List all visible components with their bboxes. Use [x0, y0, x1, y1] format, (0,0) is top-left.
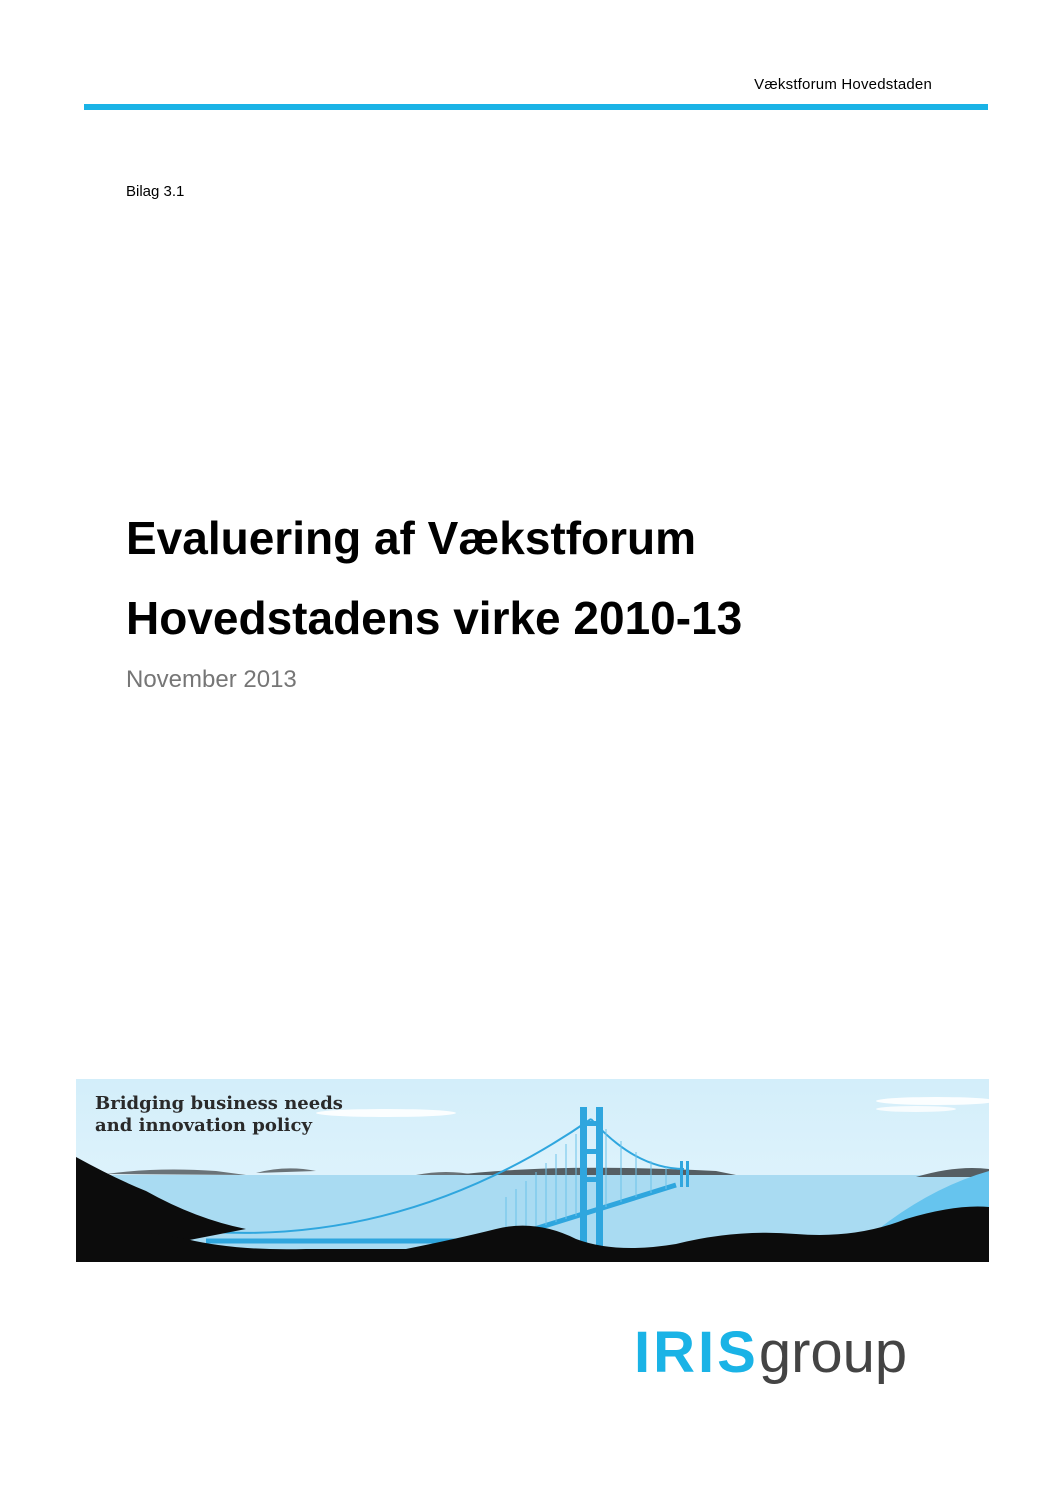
- header-rule: [84, 104, 988, 110]
- header-org-name: Vækstforum Hovedstaden: [754, 76, 932, 93]
- tagline-line-2: and innovation policy: [95, 1115, 312, 1136]
- title-line-1: Evaluering af Vækstforum: [126, 512, 697, 564]
- banner-image: [76, 1079, 989, 1262]
- logo-iris-text: IRIS: [634, 1320, 759, 1385]
- document-title: [126, 498, 926, 658]
- banner-tagline: [95, 1093, 343, 1137]
- logo-group-text: group: [758, 1320, 908, 1385]
- title-line-2: Hovedstadens virke 2010-13: [126, 592, 743, 644]
- tagline-line-1: Bridging business needs: [95, 1093, 343, 1114]
- annex-label: Bilag 3.1: [126, 183, 185, 200]
- irisgroup-logo: [634, 1318, 907, 1388]
- document-date: November 2013: [126, 666, 297, 693]
